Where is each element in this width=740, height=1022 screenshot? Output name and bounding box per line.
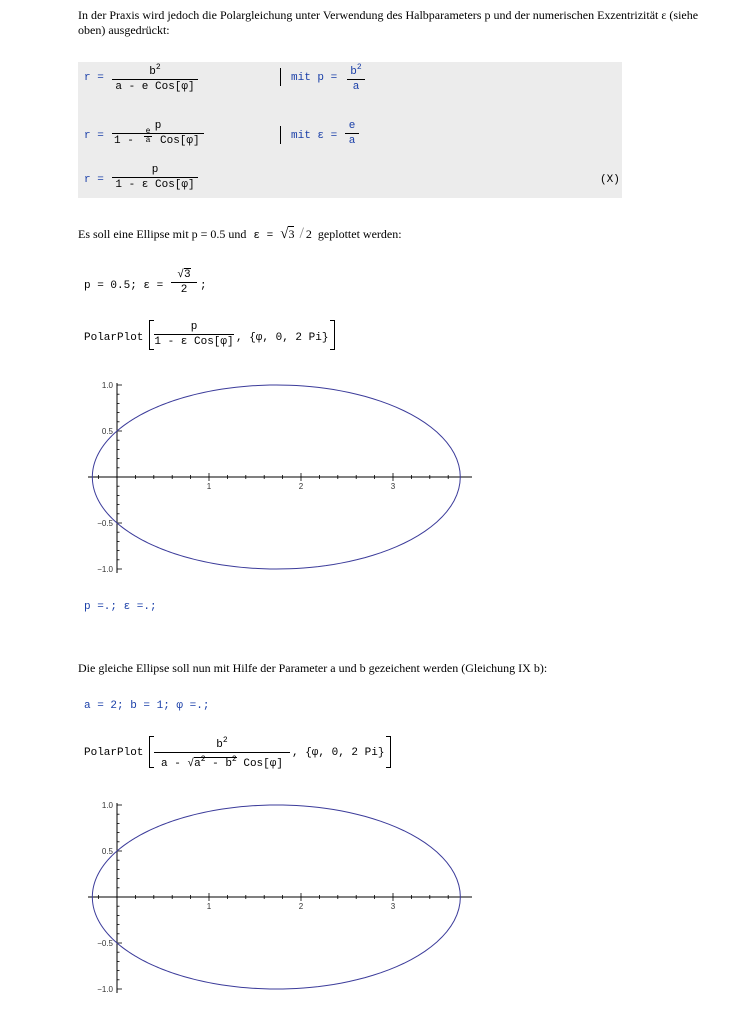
eq1-separator <box>280 68 281 86</box>
input5-fraction: $b^2$ a - $√a^2 - b^2$ Cos[φ] <box>154 734 290 771</box>
y-tick-label: 0.5 <box>101 847 113 856</box>
x-tick-label: 3 <box>390 482 396 491</box>
intro-paragraph: In der Praxis wird jedoch die Polargleichung unter Verwendung des Halbparameters p und der numerischen Exzentrizität ε (siehe oben) ausgedrückt: <box>78 8 699 37</box>
input5-args: , {φ, 0, 2 Pi} <box>292 747 385 759</box>
y-tick-label: −1.0 <box>97 985 113 994</box>
y-tick-label: 1.0 <box>101 801 113 810</box>
x-tick-label: 1 <box>206 482 212 491</box>
input1[interactable]: p = 0.5; ε = <box>84 280 164 292</box>
input5-bracket-close <box>386 736 391 768</box>
input2-args: , {φ, 0, 2 Pi} <box>236 332 329 344</box>
input5-fn[interactable]: PolarPlot <box>84 747 144 759</box>
eq2-mit-fraction: e a <box>345 119 359 148</box>
y-tick-label: −0.5 <box>97 939 113 948</box>
eq3-label: (X) <box>600 174 620 186</box>
eq3-lhs: r = <box>84 174 104 186</box>
eq1-mit-fraction: $b^2$ a <box>347 61 365 94</box>
x-tick-label: 3 <box>390 902 396 911</box>
eq2-fraction: p 1 - e a Cos[φ] <box>112 119 204 148</box>
eq1-lhs: r = <box>84 72 104 84</box>
eq2-lhs: r = <box>84 130 104 142</box>
x-tick-label: 1 <box>206 902 212 911</box>
input1-suffix: ; <box>200 280 207 292</box>
y-tick-label: 1.0 <box>101 381 113 390</box>
text2: Es soll eine Ellipse mit p = 0.5 und ε = √3 / 2 geplottet werden: <box>78 225 402 242</box>
y-tick-label: 0.5 <box>101 427 113 436</box>
y-tick-label: −1.0 <box>97 565 113 574</box>
input3[interactable]: p =.; ε =.; <box>84 601 157 613</box>
y-tick-label: −0.5 <box>97 519 113 528</box>
x-tick-label: 2 <box>298 902 304 911</box>
eq1-fraction: $b^2$ a - e Cos[φ] <box>112 61 198 94</box>
input2-bracket-close <box>330 320 335 350</box>
input1-fraction: √3 2 <box>171 268 197 297</box>
input4[interactable]: a = 2; b = 1; φ =.; <box>84 700 210 712</box>
eq1-mit-label: mit p = <box>291 72 338 84</box>
text3: Die gleiche Ellipse soll nun mit Hilfe der Parameter a und b gezeichent werden (Gleichung IX b): <box>78 661 548 675</box>
eq2-mit-label: mit ε = <box>291 130 338 142</box>
input2-fn[interactable]: PolarPlot <box>84 332 144 344</box>
polar-plot-1 <box>80 375 480 575</box>
eq3-fraction: p 1 - ε Cos[φ] <box>112 163 198 192</box>
x-tick-label: 2 <box>298 482 304 491</box>
input2-fraction: p 1 - ε Cos[φ] <box>154 321 234 348</box>
eq2-separator <box>280 126 281 144</box>
polar-plot-2 <box>80 795 480 1000</box>
